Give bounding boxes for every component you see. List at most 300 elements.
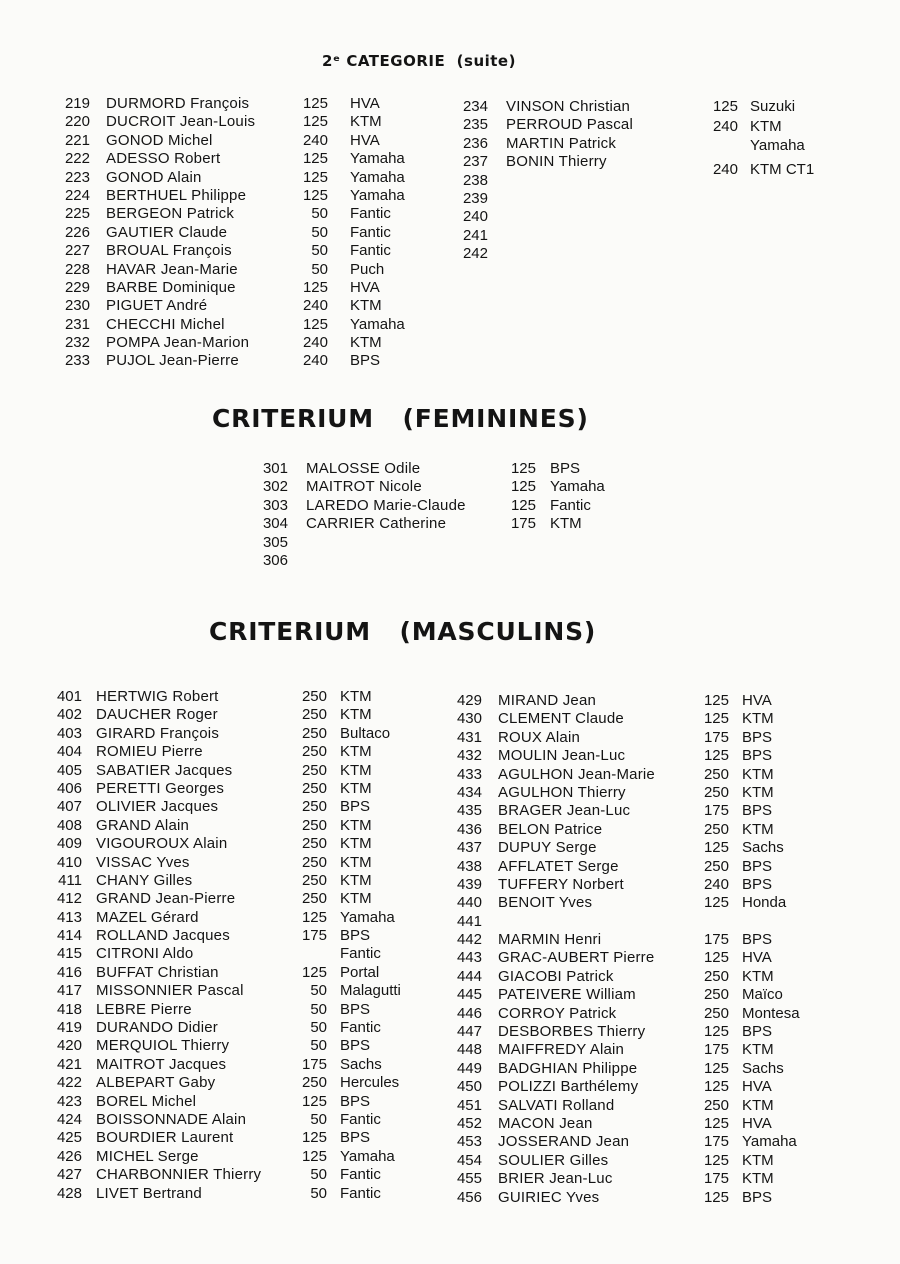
list-item [256, 478, 636, 496]
motorcycle-make: Bultaco [340, 724, 391, 742]
entry-number: 422 [56, 1074, 82, 1092]
list-item [50, 780, 450, 798]
motorcycle-make: Yamaha [742, 1133, 797, 1151]
engine-cc: 125 [703, 747, 729, 765]
engine-cc: 125 [510, 478, 536, 496]
engine-cc: 50 [310, 1037, 327, 1055]
list-item [448, 729, 848, 747]
motorcycle-make: Fantic [340, 1166, 381, 1184]
engine-cc: 125 [302, 150, 328, 168]
list-item [56, 261, 446, 279]
entry-number: 230 [64, 297, 90, 315]
list-item [50, 945, 450, 963]
motorcycle-make: BPS [742, 1023, 773, 1041]
rider-name: CHECCHI Michel [106, 315, 225, 333]
entry-number: 428 [56, 1184, 82, 1202]
list-item [448, 894, 848, 912]
list-item [256, 515, 636, 533]
engine-cc: 250 [301, 1074, 327, 1092]
list-item [448, 1005, 848, 1023]
rider-name: TUFFERY Norbert [498, 875, 624, 893]
motorcycle-make: Malagutti [340, 982, 401, 1000]
list-item [448, 1133, 848, 1151]
engine-cc: 125 [703, 894, 729, 912]
engine-cc: 240 [712, 161, 738, 179]
entry-number: 221 [64, 131, 90, 149]
engine-cc: 50 [310, 982, 327, 1000]
motorcycle-make: BPS [550, 460, 581, 477]
rider-name: GRAND Alain [96, 816, 190, 834]
list-item [448, 1115, 848, 1133]
entry-number: 426 [56, 1147, 82, 1165]
entry-number: 446 [456, 1004, 482, 1022]
entry-number: 451 [456, 1096, 482, 1114]
engine-cc: 240 [712, 118, 738, 136]
motorcycle-make: Sachs [742, 839, 784, 857]
rider-name: BENOIT Yves [498, 894, 593, 912]
entry-number: 226 [64, 223, 90, 241]
engine-cc: 240 [302, 334, 328, 352]
engine-cc: 175 [301, 927, 327, 945]
engine-cc: 250 [301, 779, 327, 797]
rider-name: BRAGER Jean-Luc [498, 802, 631, 820]
rider-name: MISSONNIER Pascal [96, 982, 244, 1000]
motorcycle-make: KTM [340, 890, 372, 908]
rider-name: LEBRE Pierre [96, 1000, 192, 1018]
rider-name: MOULIN Jean-Luc [498, 747, 626, 765]
engine-cc: 250 [703, 986, 729, 1004]
rider-name: BERTHUEL Philippe [106, 186, 247, 204]
list-item [50, 872, 450, 890]
entry-number: 301 [262, 460, 288, 477]
entry-number: 454 [456, 1151, 482, 1169]
motorcycle-make: BPS [340, 798, 371, 816]
rider-name: GRAND Jean-Pierre [96, 890, 236, 908]
heading-criterium-feminines: CRITERIUM (FEMININES) [212, 404, 589, 433]
entry-number: 410 [56, 853, 82, 871]
motorcycle-make: KTM [742, 783, 774, 801]
motorcycle-make: Fantic [340, 1184, 381, 1202]
list-item [50, 982, 450, 1000]
engine-cc: 125 [712, 98, 738, 115]
engine-cc: 175 [301, 1055, 327, 1073]
entry-number: 403 [56, 724, 82, 742]
rider-name: VINSON Christian [506, 98, 631, 115]
rider-name: BRIER Jean-Luc [498, 1170, 613, 1188]
engine-cc: 250 [301, 724, 327, 742]
list-item [50, 817, 450, 835]
entry-number: 447 [456, 1023, 482, 1041]
engine-cc: 240 [703, 875, 729, 893]
rider-name: GONOD Michel [106, 131, 213, 149]
rider-name: POMPA Jean-Marion [106, 334, 250, 352]
list-item [256, 497, 636, 515]
rider-name: MAZEL Gérard [96, 908, 199, 926]
list-item [448, 839, 848, 857]
rider-name: CHANY Gilles [96, 871, 193, 889]
engine-cc: 125 [703, 1188, 729, 1206]
engine-cc: 125 [703, 1078, 729, 1096]
list-item [448, 1023, 848, 1041]
list-item [50, 1019, 450, 1037]
masculins-left-list [50, 688, 450, 1203]
rider-name: GRAC-AUBERT Pierre [498, 949, 655, 967]
rider-name: LIVET Bertrand [96, 1184, 202, 1202]
motorcycle-make: KTM [742, 820, 774, 838]
entry-number: 241 [462, 226, 488, 244]
entry-number: 232 [64, 334, 90, 352]
motorcycle-make: Sachs [340, 1055, 382, 1073]
entry-number: 404 [56, 743, 82, 761]
rider-name: BERGEON Patrick [106, 205, 235, 223]
rider-name: GIRARD François [96, 724, 220, 742]
engine-cc: 50 [310, 1166, 327, 1184]
engine-cc: 175 [703, 1041, 729, 1059]
entry-number: 222 [64, 150, 90, 168]
entry-number: 224 [64, 186, 90, 204]
rider-name: DAUCHER Roger [96, 706, 218, 724]
rider-name: LAREDO Marie-Claude [306, 496, 466, 514]
list-item [56, 316, 446, 334]
list-item [50, 890, 450, 908]
rider-name: ALBEPART Gaby [96, 1074, 216, 1092]
motorcycle-make: KTM [340, 779, 372, 797]
rider-name: SABATIER Jacques [96, 761, 233, 779]
rider-name: DUPUY Serge [498, 839, 597, 857]
engine-cc: 175 [703, 1170, 729, 1188]
list-item [50, 927, 450, 945]
engine-cc: 125 [302, 278, 328, 296]
list-item [448, 968, 848, 986]
entry-number: 420 [56, 1037, 82, 1055]
entry-number: 419 [56, 1019, 82, 1037]
entry-number: 417 [56, 982, 82, 1000]
engine-cc: 125 [301, 1092, 327, 1110]
motorcycle-make: BPS [340, 927, 371, 945]
rider-name: DUCROIT Jean-Louis [106, 113, 256, 131]
entry-number: 302 [262, 478, 288, 496]
rider-name: POLIZZI Barthélemy [498, 1078, 639, 1096]
engine-cc: 250 [301, 688, 327, 705]
list-item [448, 784, 848, 802]
entry-number: 235 [462, 116, 488, 134]
entry-number: 418 [56, 1000, 82, 1018]
list-item [50, 1166, 450, 1184]
rider-name: MARTIN Patrick [506, 134, 617, 152]
engine-cc: 250 [301, 761, 327, 779]
motorcycle-make: Yamaha [350, 186, 405, 204]
entry-number: 430 [456, 710, 482, 728]
motorcycle-make: HVA [350, 278, 380, 296]
engine-cc: 125 [302, 95, 328, 112]
motorcycle-make: BPS [350, 352, 381, 370]
entry-number: 225 [64, 205, 90, 223]
motorcycle-make: BPS [742, 857, 773, 875]
motorcycle-make: Yamaha [340, 908, 395, 926]
list-item [256, 552, 636, 570]
engine-cc: 240 [302, 352, 328, 370]
rider-name: VIGOUROUX Alain [96, 835, 228, 853]
entry-number: 220 [64, 113, 90, 131]
motorcycle-make: Yamaha [340, 1147, 395, 1165]
motorcycle-make: KTM [742, 710, 774, 728]
engine-cc: 250 [301, 835, 327, 853]
motorcycle-make: KTM CT1 [750, 161, 815, 179]
motorcycle-make: Honda [742, 894, 787, 912]
motorcycle-make: KTM [340, 816, 372, 834]
engine-cc: 125 [301, 1147, 327, 1165]
engine-cc: 175 [703, 1133, 729, 1151]
entry-number: 443 [456, 949, 482, 967]
list-item [456, 135, 826, 153]
entry-number: 427 [56, 1166, 82, 1184]
list-item [50, 1093, 450, 1111]
list-item [56, 169, 446, 187]
motorcycle-make: Yamaha [350, 150, 405, 168]
list-item [56, 297, 446, 315]
entry-number: 237 [462, 153, 488, 171]
entry-number: 438 [456, 857, 482, 875]
entry-number: 434 [456, 783, 482, 801]
engine-cc: 250 [301, 890, 327, 908]
cat2-right-list [456, 98, 826, 264]
list-item [56, 187, 446, 205]
rider-name: MAIFFREDY Alain [498, 1041, 625, 1059]
rider-name: BONIN Thierry [506, 153, 607, 171]
list-item [456, 190, 826, 208]
motorcycle-make: KTM [340, 743, 372, 761]
rider-name: HERTWIG Robert [96, 688, 219, 705]
engine-cc: 240 [302, 131, 328, 149]
list-item [50, 1148, 450, 1166]
motorcycle-make: KTM [742, 1041, 774, 1059]
entry-number: 412 [56, 890, 82, 908]
motorcycle-make: Fantic [340, 1019, 381, 1037]
rider-name: GIACOBI Patrick [498, 967, 614, 985]
engine-cc: 50 [311, 205, 328, 223]
entry-number: 239 [462, 189, 488, 207]
list-item [448, 876, 848, 894]
list-item [50, 725, 450, 743]
feminines-list [256, 460, 636, 570]
motorcycle-make: Fantic [350, 242, 391, 260]
motorcycle-make: KTM [742, 765, 774, 783]
engine-cc: 250 [301, 798, 327, 816]
list-item [448, 1097, 848, 1115]
rider-name: ROMIEU Pierre [96, 743, 203, 761]
engine-cc: 125 [302, 113, 328, 131]
entry-number: 423 [56, 1092, 82, 1110]
entry-number: 227 [64, 242, 90, 260]
motorcycle-make: KTM [340, 871, 372, 889]
rider-name: AGULHON Jean-Marie [498, 765, 655, 783]
motorcycle-make: Portal [340, 963, 380, 981]
motorcycle-make: Fantic [340, 945, 381, 963]
engine-cc: 125 [703, 1023, 729, 1041]
list-item [50, 762, 450, 780]
entry-number: 424 [56, 1110, 82, 1128]
motorcycle-make: HVA [742, 1114, 772, 1132]
engine-cc: 125 [301, 908, 327, 926]
list-item [448, 802, 848, 820]
motorcycle-make: HVA [742, 692, 772, 709]
entry-number: 401 [56, 688, 82, 705]
engine-cc: 125 [510, 460, 536, 477]
engine-cc: 250 [703, 783, 729, 801]
entry-number: 437 [456, 839, 482, 857]
motorcycle-make: KTM [750, 118, 782, 136]
motorcycle-make: KTM [340, 761, 372, 779]
entry-number: 306 [262, 551, 288, 569]
entry-number: 405 [56, 761, 82, 779]
list-item [448, 1170, 848, 1188]
engine-cc: 125 [302, 315, 328, 333]
entry-number: 234 [462, 98, 488, 115]
rider-name: CARRIER Catherine [306, 515, 447, 533]
motorcycle-make: KTM [742, 1096, 774, 1114]
rider-name: BELON Patrice [498, 820, 603, 838]
list-item [50, 1111, 450, 1129]
entry-number: 432 [456, 747, 482, 765]
list-item [456, 116, 826, 134]
list-item [456, 208, 826, 226]
rider-name: MAITROT Nicole [306, 478, 422, 496]
engine-cc: 50 [311, 260, 328, 278]
motorcycle-make: BPS [742, 1188, 773, 1206]
entry-number: 408 [56, 816, 82, 834]
list-item [56, 113, 446, 131]
list-item [56, 205, 446, 223]
rider-name: PERETTI Georges [96, 779, 225, 797]
list-item [448, 913, 848, 931]
list-item [50, 1037, 450, 1055]
engine-cc: 175 [510, 515, 536, 533]
motorcycle-make: BPS [340, 1037, 371, 1055]
list-item [56, 95, 446, 113]
rider-name: CLEMENT Claude [498, 710, 624, 728]
rider-name: ROUX Alain [498, 728, 581, 746]
list-item [448, 821, 848, 839]
motorcycle-make: BPS [340, 1092, 371, 1110]
rider-name: BARBE Dominique [106, 278, 236, 296]
rider-name: ROLLAND Jacques [96, 927, 230, 945]
rider-name: MIRAND Jean [498, 692, 597, 709]
list-item [50, 706, 450, 724]
list-item [56, 242, 446, 260]
entry-number: 433 [456, 765, 482, 783]
list-item [50, 835, 450, 853]
entry-number: 441 [456, 912, 482, 930]
entry-number: 456 [456, 1188, 482, 1206]
list-item [448, 692, 848, 710]
engine-cc: 125 [703, 949, 729, 967]
rider-name: MICHEL Serge [96, 1147, 199, 1165]
motorcycle-make: Yamaha [750, 136, 805, 154]
list-item [50, 798, 450, 816]
entry-number: 242 [462, 245, 488, 263]
engine-cc: 125 [703, 710, 729, 728]
rider-name: AGULHON Thierry [498, 783, 626, 801]
entry-number: 431 [456, 728, 482, 746]
entry-number: 421 [56, 1055, 82, 1073]
entry-number: 228 [64, 260, 90, 278]
rider-name: BUFFAT Christian [96, 963, 219, 981]
motorcycle-make: Fantic [350, 223, 391, 241]
rider-name: GUIRIEC Yves [498, 1188, 600, 1206]
motorcycle-make: BPS [340, 1129, 371, 1147]
list-item [50, 964, 450, 982]
engine-cc: 50 [310, 1019, 327, 1037]
entry-number: 304 [262, 515, 288, 533]
list-item [50, 909, 450, 927]
engine-cc: 240 [302, 297, 328, 315]
motorcycle-make: Montesa [742, 1004, 800, 1022]
rider-name: GONOD Alain [106, 168, 202, 186]
motorcycle-make: Yamaha [350, 315, 405, 333]
motorcycle-make: Fantic [550, 496, 591, 514]
engine-cc: 175 [703, 931, 729, 949]
entry-number: 414 [56, 927, 82, 945]
rider-name: BROUAL François [106, 242, 232, 260]
rider-name: ADESSO Robert [106, 150, 221, 168]
rider-name: PERROUD Pascal [506, 116, 633, 134]
list-item [448, 1189, 848, 1207]
list-item [456, 245, 826, 263]
entry-number: 425 [56, 1129, 82, 1147]
rider-name: VISSAC Yves [96, 853, 190, 871]
motorcycle-make: KTM [350, 297, 382, 315]
list-item [448, 986, 848, 1004]
entry-number: 440 [456, 894, 482, 912]
entry-number: 411 [58, 871, 82, 889]
rider-name: MARMIN Henri [498, 931, 602, 949]
entry-number: 229 [64, 278, 90, 296]
motorcycle-make: Yamaha [550, 478, 605, 496]
engine-cc: 125 [302, 168, 328, 186]
entry-number: 305 [262, 533, 288, 551]
list-item [56, 334, 446, 352]
rider-name: MALOSSE Odile [306, 460, 421, 477]
engine-cc: 250 [301, 706, 327, 724]
list-item [448, 1041, 848, 1059]
motorcycle-make: BPS [742, 875, 773, 893]
entry-number: 444 [456, 967, 482, 985]
entry-number: 406 [56, 779, 82, 797]
motorcycle-make: Yamaha [350, 168, 405, 186]
list-item [448, 949, 848, 967]
engine-cc: 250 [703, 1096, 729, 1114]
list-item [50, 854, 450, 872]
motorcycle-make: BPS [742, 802, 773, 820]
entry-number: 409 [56, 835, 82, 853]
list-item [448, 1152, 848, 1170]
list-item [50, 1056, 450, 1074]
engine-cc: 250 [703, 857, 729, 875]
motorcycle-make: KTM [350, 113, 382, 131]
rider-name: BOURDIER Laurent [96, 1129, 234, 1147]
motorcycle-make: KTM [340, 688, 372, 705]
rider-name: BOREL Michel [96, 1092, 197, 1110]
rider-name: AFFLATET Serge [498, 857, 619, 875]
rider-name: SALVATI Rolland [498, 1096, 615, 1114]
list-item [50, 1129, 450, 1147]
engine-cc: 125 [703, 1059, 729, 1077]
rider-name: BOISSONNADE Alain [96, 1110, 247, 1128]
rider-name: PUJOL Jean-Pierre [106, 352, 239, 370]
list-item [56, 224, 446, 242]
motorcycle-make: HVA [350, 95, 380, 112]
engine-cc: 125 [302, 186, 328, 204]
